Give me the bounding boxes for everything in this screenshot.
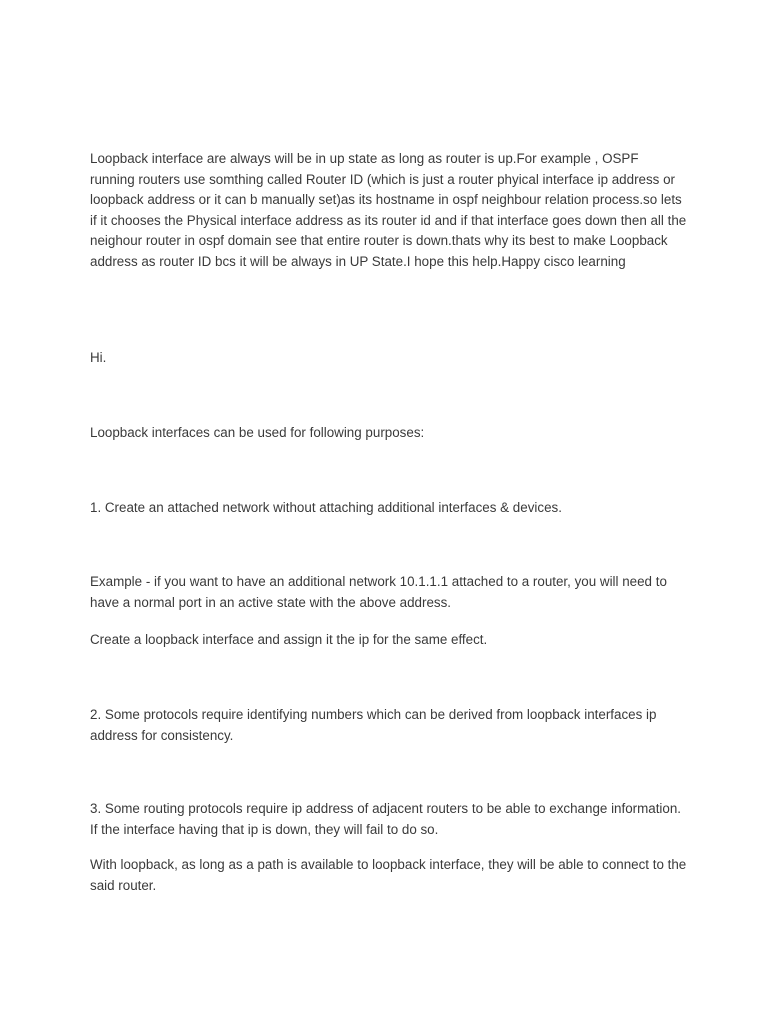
paragraph-loopback-intro: Loopback interface are always will be in up state as long as router is up.For example , OSPF running routers use somthing called Router ID (which is just a router phyical interface ip address or loopback address or it can b manually set)as its hostname in ospf neighbour relation process.so lets if it chooses the Physical interface address as its router id and if that interface goes down then all the neighour router in ospf domain see that entire router is down.thats why its best to make Loopback address as router ID bcs it will be always in UP State.I hope this help.Happy cisco learning [90, 151, 687, 269]
paragraph-greeting: Hi. [90, 350, 107, 365]
paragraph-purpose-3: 3. Some routing protocols require ip address of adjacent routers to be able to exchange information. If the interface having that ip is down, they will fail to do so. [90, 801, 682, 837]
paragraph-purposes-heading: Loopback interfaces can be used for following purposes: [90, 425, 425, 440]
paragraph-loopback-conclusion: With loopback, as long as a path is available to loopback interface, they will be able to connect to the said router. [90, 857, 687, 893]
paragraph-example: Example - if you want to have an additional network 10.1.1.1 attached to a router, you will need to have a normal port in an active state with the above address. [90, 574, 667, 610]
paragraph-create-loopback: Create a loopback interface and assign it the ip for the same effect. [90, 632, 488, 647]
paragraph-purpose-2: 2. Some protocols require identifying numbers which can be derived from loopback interfaces ip address for consistency. [90, 707, 657, 743]
paragraph-purpose-1: 1. Create an attached network without attaching additional interfaces & devices. [90, 500, 562, 515]
